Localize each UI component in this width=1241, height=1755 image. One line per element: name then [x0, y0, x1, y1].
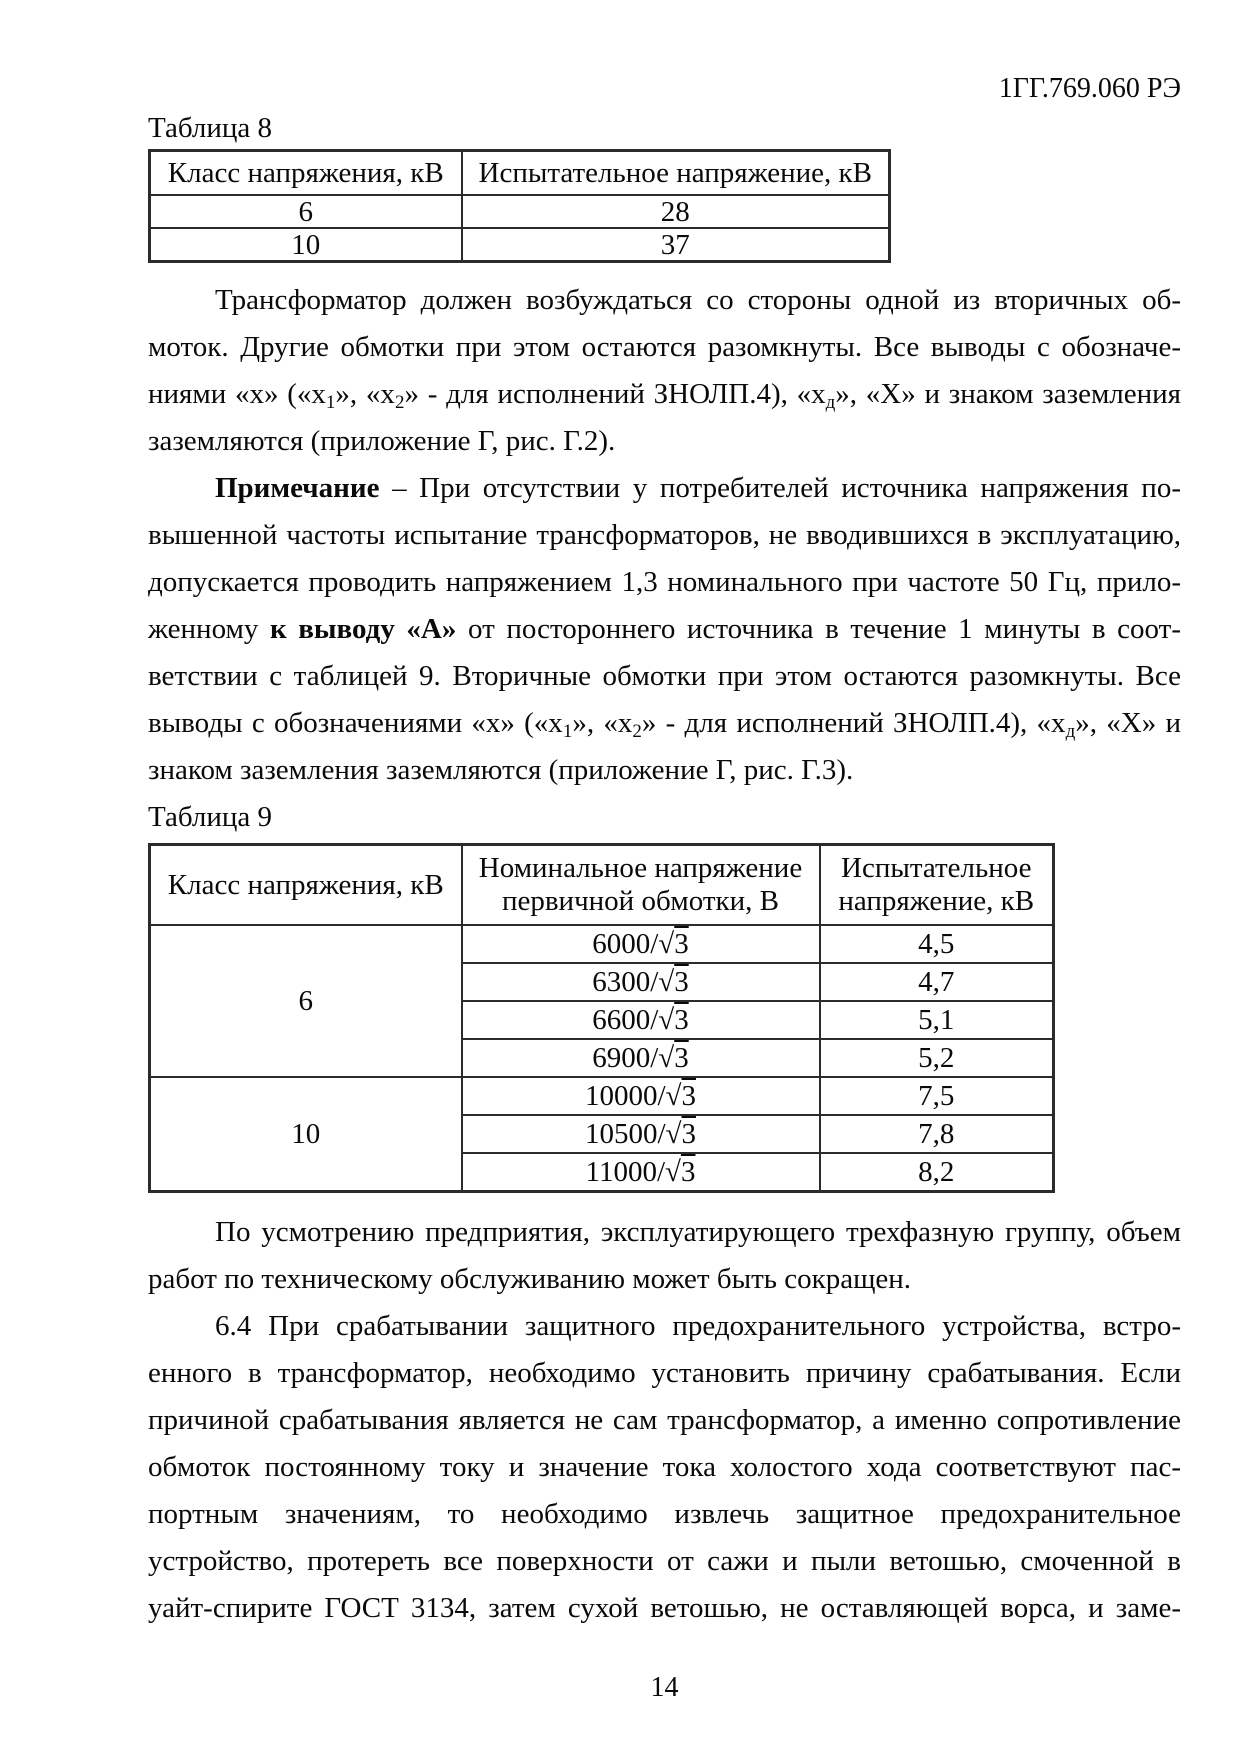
- table8-body: [150, 195, 890, 262]
- table8-cell: 6: [150, 195, 462, 228]
- table9-test-cell: 5,1: [820, 1001, 1054, 1039]
- body-text: », «Х» и знаком заземления: [835, 378, 1182, 410]
- subscript-text: 1: [325, 392, 336, 413]
- page-number: 14: [650, 1672, 679, 1703]
- table9-header-class: [150, 845, 462, 926]
- body-text: моток. Другие обмотки при этом остаются разомкнуты. Все выводы с обозначе-: [148, 331, 1181, 363]
- subscript-text: 2: [394, 392, 405, 413]
- table9-header-nominal-line1: Номинальное напряжение: [478, 852, 803, 884]
- body-text: заземляются (приложение Г, рис. Г.2).: [148, 425, 616, 457]
- body-text: – При отсутствии у потребителей источника напряжения по-: [379, 472, 1181, 504]
- body-text: ниями «х» («х: [148, 378, 326, 410]
- text-line: [148, 418, 1181, 465]
- text-line: [148, 559, 1181, 606]
- table8-row: [150, 228, 890, 262]
- body-text: допускается проводить напряжением 1,3 номинального при частоте 50 Гц, прило-: [148, 566, 1181, 598]
- text-line: [148, 606, 1181, 653]
- body-text: », «х: [572, 707, 633, 739]
- doc-number: 1ГГ.769.060 РЭ: [998, 73, 1181, 104]
- text-line: [148, 371, 1181, 418]
- text-line: [148, 465, 1181, 512]
- paragraph-block-2: [148, 1209, 1181, 1632]
- table8: [148, 149, 891, 263]
- paragraph-block-1: [148, 277, 1181, 794]
- paragraph: [148, 1209, 1181, 1303]
- table9-body: [150, 925, 1054, 1192]
- body-text: уайт-спирите ГОСТ 3134, затем сухой ветошью, не оставляющей ворса, и заме-: [148, 1592, 1181, 1624]
- text-line: [148, 324, 1181, 371]
- text-line: [148, 1303, 1181, 1350]
- body-text: устройство, протереть все поверхности от сажи и пыли ветошью, смоченной в: [148, 1545, 1181, 1577]
- table9-header-test: [820, 845, 1054, 926]
- table8-label: Таблица 8: [148, 112, 273, 144]
- table9: [148, 843, 1055, 1193]
- bold-text: к выводу «А»: [269, 613, 457, 645]
- body-text: », «х: [335, 378, 395, 410]
- subscript-text: д: [1065, 721, 1076, 742]
- text-line: [148, 1444, 1181, 1491]
- table8-header-class: Класс напряжения, кВ: [150, 151, 462, 196]
- table9-test-cell: 7,5: [820, 1077, 1054, 1115]
- body-text: от постороннего источника в течение 1 минуты в соот-: [456, 613, 1181, 645]
- table9-nominal-cell: 6000/√3: [462, 925, 820, 963]
- table9-nominal-cell: 10500/√3: [462, 1115, 820, 1153]
- body-text: работ по техническому обслуживанию может быть сокращен.: [148, 1263, 912, 1295]
- text-line: [148, 1585, 1181, 1632]
- text-line: [148, 1397, 1181, 1444]
- table8-cell: 28: [462, 195, 890, 228]
- text-line: [148, 1350, 1181, 1397]
- table9-header-nominal: [462, 845, 820, 926]
- text-line: [148, 747, 1181, 794]
- body-text: причиной срабатывания является не сам трансформатор, а именно сопротивление: [148, 1404, 1181, 1436]
- table9-test-cell: 7,8: [820, 1115, 1054, 1153]
- table9-test-cell: 5,2: [820, 1039, 1054, 1077]
- table9-test-cell: 4,7: [820, 963, 1054, 1001]
- table9-row: [150, 925, 1054, 963]
- table9-row: [150, 1077, 1054, 1115]
- body-text: », «Х» и: [1075, 707, 1181, 739]
- table9-nominal-cell: 6600/√3: [462, 1001, 820, 1039]
- table8-cell: 37: [462, 228, 890, 262]
- table8-row: [150, 195, 890, 228]
- table9-header-class-line1: Класс напряжения, кВ: [167, 868, 444, 901]
- table9-nominal-cell: 11000/√3: [462, 1153, 820, 1192]
- body-text: знаком заземления заземляются (приложение Г, рис. Г.3).: [148, 754, 854, 786]
- body-text: ветствии с таблицей 9. Вторичные обмотки при этом остаются разомкнуты. Все: [148, 660, 1181, 692]
- table9-label: Таблица 9: [148, 801, 273, 833]
- text-line: [148, 653, 1181, 700]
- body-text: вышенной частоты испытание трансформаторов, не вводившихся в эксплуатацию,: [148, 519, 1181, 551]
- table9-test-cell: 8,2: [820, 1153, 1054, 1192]
- paragraph: [148, 277, 1181, 465]
- text-line: [148, 512, 1181, 559]
- body-text: » - для исполнений ЗНОЛП.4), «х: [641, 707, 1066, 739]
- table9-nominal-cell: 6900/√3: [462, 1039, 820, 1077]
- text-line: [148, 1491, 1181, 1538]
- table9-voltage-class-cell: 10: [150, 1077, 462, 1192]
- body-text: По усмотрению предприятия, эксплуатирующего трехфазную группу, объем: [215, 1216, 1181, 1248]
- table9-test-cell: 4,5: [820, 925, 1054, 963]
- subscript-text: 1: [562, 721, 573, 742]
- body-text: енного в трансформатор, необходимо установить причину срабатывания. Если: [148, 1357, 1181, 1389]
- body-text: » - для исполнений ЗНОЛП.4), «х: [404, 378, 826, 410]
- table9-header-nominal-line2: первичной обмотки, В: [501, 885, 780, 917]
- body-text: портным значениям, то необходимо извлечь защитное предохранительное: [148, 1498, 1181, 1530]
- paragraph: [148, 465, 1181, 794]
- text-line: [148, 1538, 1181, 1585]
- body-text: 6.4 При срабатывании защитного предохранительного устройства, встро-: [215, 1310, 1181, 1342]
- table8-cell: 10: [150, 228, 462, 262]
- body-text: обмоток постоянному току и значение тока холостого хода соответствуют пас-: [148, 1451, 1181, 1483]
- body-text: женному: [148, 613, 270, 645]
- body-text: Трансформатор должен возбуждаться со стороны одной из вторичных об-: [215, 284, 1181, 316]
- text-line: [148, 1256, 1181, 1303]
- subscript-text: д: [825, 392, 836, 413]
- text-line: [148, 277, 1181, 324]
- body-text: выводы с обозначениями «х» («х: [148, 707, 563, 739]
- table9-header-row: [150, 845, 1054, 926]
- bold-text: Примечание: [215, 472, 380, 504]
- table8-header-row: [150, 151, 890, 196]
- table9-voltage-class-cell: 6: [150, 925, 462, 1077]
- table9-nominal-cell: 6300/√3: [462, 963, 820, 1001]
- table9-header-test-line2: напряжение, кВ: [838, 885, 1035, 917]
- table8-header-test-voltage: Испытательное напряжение, кВ: [462, 151, 890, 196]
- text-line: [148, 700, 1181, 747]
- paragraph: [148, 1303, 1181, 1632]
- table9-nominal-cell: 10000/√3: [462, 1077, 820, 1115]
- subscript-text: 2: [632, 721, 642, 742]
- text-line: [148, 1209, 1181, 1256]
- table9-header-test-line1: Испытательное: [841, 852, 1032, 884]
